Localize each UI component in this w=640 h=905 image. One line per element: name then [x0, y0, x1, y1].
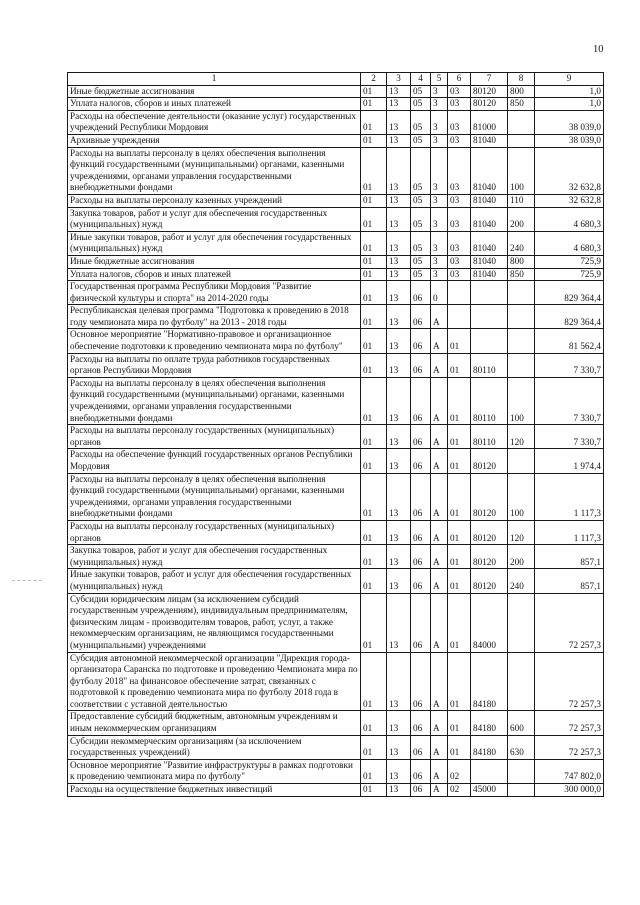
table-row — [68, 268, 604, 281]
code-event: 03 — [448, 207, 471, 231]
code-program: 05 — [411, 194, 431, 207]
code-expense-type: 200 — [508, 545, 535, 569]
code-program: 05 — [411, 231, 431, 255]
code-subsection: 13 — [387, 569, 411, 593]
table-row — [68, 759, 604, 783]
code-program: 06 — [411, 281, 431, 305]
amount-value: 4 680,3 — [535, 231, 604, 255]
code-event: 01 — [448, 353, 471, 377]
code-section: 01 — [361, 569, 387, 593]
amount-value: 725,9 — [535, 255, 604, 268]
code-subsection: 13 — [387, 268, 411, 281]
code-event: 03 — [448, 231, 471, 255]
code-section: 01 — [361, 194, 387, 207]
code-section: 01 — [361, 147, 387, 194]
code-expense-type — [508, 281, 535, 305]
code-direction: 80120 — [471, 449, 508, 473]
code-subprogram: А — [431, 711, 448, 735]
code-direction: 80120 — [471, 98, 508, 111]
table-row — [68, 147, 604, 194]
code-subsection: 13 — [387, 593, 411, 652]
code-section: 01 — [361, 449, 387, 473]
table-row — [68, 711, 604, 735]
code-event: 03 — [448, 255, 471, 268]
code-program: 06 — [411, 449, 431, 473]
code-subprogram: 3 — [431, 98, 448, 111]
table-row — [68, 449, 604, 473]
column-header: 8 — [508, 73, 535, 86]
code-subsection: 13 — [387, 377, 411, 424]
code-direction: 80110 — [471, 377, 508, 424]
code-section: 01 — [361, 545, 387, 569]
code-direction — [471, 759, 508, 783]
line-item-name: Расходы на выплаты персоналу государственных (муниципальных) органов — [68, 520, 361, 544]
code-program: 06 — [411, 305, 431, 329]
amount-value: 857,1 — [535, 569, 604, 593]
table-row — [68, 231, 604, 255]
code-section: 01 — [361, 735, 387, 759]
line-item-name: Закупка товаров, работ и услуг для обеспечения государственных (муниципальных) нужд — [68, 207, 361, 231]
table-row — [68, 281, 604, 305]
code-subsection: 13 — [387, 255, 411, 268]
code-event: 01 — [448, 735, 471, 759]
table-row — [68, 207, 604, 231]
amount-value: 32 632,8 — [535, 147, 604, 194]
code-program: 05 — [411, 98, 431, 111]
code-subprogram: А — [431, 652, 448, 711]
code-direction: 81040 — [471, 268, 508, 281]
code-program: 06 — [411, 711, 431, 735]
code-direction: 84000 — [471, 593, 508, 652]
line-item-name: Расходы на обеспечение функций государственных органов Республики Мордовия — [68, 449, 361, 473]
column-header: 5 — [431, 73, 448, 86]
code-section: 01 — [361, 305, 387, 329]
amount-value: 1 117,3 — [535, 473, 604, 520]
code-program: 06 — [411, 545, 431, 569]
line-item-name: Расходы на выплаты персоналу в целях обеспечения выполнения функций государственными (муниципальными) органами, казенными учреждениями, органами управления государственными внебюджетными фондами — [68, 473, 361, 520]
code-subsection: 13 — [387, 281, 411, 305]
code-subsection: 13 — [387, 735, 411, 759]
code-expense-type — [508, 652, 535, 711]
code-expense-type: 850 — [508, 98, 535, 111]
table-row — [68, 329, 604, 353]
code-event: 02 — [448, 759, 471, 783]
code-program: 06 — [411, 329, 431, 353]
table-row — [68, 353, 604, 377]
code-program: 05 — [411, 255, 431, 268]
code-subprogram: 3 — [431, 147, 448, 194]
code-section: 01 — [361, 425, 387, 449]
code-subprogram: А — [431, 735, 448, 759]
line-item-name: Субсидии некоммерческим организациям (за исключением государственных учреждений) — [68, 735, 361, 759]
line-item-name: Расходы на выплаты по оплате труда работников государственных органов Республики Мордовия — [68, 353, 361, 377]
code-subsection: 13 — [387, 194, 411, 207]
code-expense-type — [508, 305, 535, 329]
code-subprogram: А — [431, 473, 448, 520]
code-expense-type — [508, 329, 535, 353]
line-item-name: Основное мероприятие "Нормативно-правовое и организационное обеспечение подготовки к проведению чемпионата мира по футболу" — [68, 329, 361, 353]
code-event: 03 — [448, 268, 471, 281]
amount-value: 829 364,4 — [535, 305, 604, 329]
table-row — [68, 784, 604, 797]
line-item-name: Предоставление субсидий бюджетным, автономным учреждениям и иным некоммерческим организациям — [68, 711, 361, 735]
line-item-name: Иные закупки товаров, работ и услуг для обеспечения государственных (муниципальных) нужд — [68, 231, 361, 255]
code-subprogram: 3 — [431, 231, 448, 255]
column-header: 3 — [387, 73, 411, 86]
amount-value: 300 000,0 — [535, 784, 604, 797]
amount-value: 4 680,3 — [535, 207, 604, 231]
table-row — [68, 593, 604, 652]
code-program: 06 — [411, 425, 431, 449]
code-subprogram: А — [431, 353, 448, 377]
code-section: 01 — [361, 784, 387, 797]
code-event: 01 — [448, 449, 471, 473]
amount-value: 7 330,7 — [535, 377, 604, 424]
code-program: 06 — [411, 652, 431, 711]
code-subprogram: А — [431, 329, 448, 353]
code-subsection: 13 — [387, 207, 411, 231]
code-direction — [471, 329, 508, 353]
amount-value: 38 039,0 — [535, 110, 604, 134]
code-subprogram: А — [431, 520, 448, 544]
table-row — [68, 134, 604, 147]
code-subprogram: 3 — [431, 134, 448, 147]
code-subsection: 13 — [387, 545, 411, 569]
code-expense-type — [508, 353, 535, 377]
code-event: 01 — [448, 377, 471, 424]
code-direction: 81040 — [471, 147, 508, 194]
code-subsection: 13 — [387, 231, 411, 255]
code-subprogram: А — [431, 759, 448, 783]
budget-table — [67, 72, 604, 797]
line-item-name: Основное мероприятие "Развитие инфраструктуры в рамках подготовки к проведению чемпионата мира по футболу" — [68, 759, 361, 783]
code-expense-type: 120 — [508, 425, 535, 449]
code-subprogram: 3 — [431, 268, 448, 281]
code-direction: 81040 — [471, 207, 508, 231]
code-direction — [471, 305, 508, 329]
code-subsection: 13 — [387, 134, 411, 147]
code-subsection: 13 — [387, 147, 411, 194]
amount-value: 81 562,4 — [535, 329, 604, 353]
code-subprogram: 0 — [431, 281, 448, 305]
table-row — [68, 305, 604, 329]
code-section: 01 — [361, 85, 387, 98]
code-program: 05 — [411, 134, 431, 147]
line-item-name: Субсидии юридическим лицам (за исключением субсидий государственным учреждениям), индивидуальным предпринимателям, физическим лицам - производителям товаров, работ, услуг, а также некоммерческим организациям, не являющимся государственными (муниципальными) учреждениями — [68, 593, 361, 652]
code-subprogram: А — [431, 377, 448, 424]
code-event: 01 — [448, 569, 471, 593]
code-subprogram: А — [431, 449, 448, 473]
line-item-name: Архивные учреждения — [68, 134, 361, 147]
code-subsection: 13 — [387, 110, 411, 134]
code-section: 01 — [361, 268, 387, 281]
table-row — [68, 520, 604, 544]
code-subsection: 13 — [387, 711, 411, 735]
code-section: 01 — [361, 520, 387, 544]
code-program: 05 — [411, 207, 431, 231]
code-expense-type — [508, 759, 535, 783]
code-program: 06 — [411, 735, 431, 759]
code-expense-type: 800 — [508, 85, 535, 98]
table-row — [68, 569, 604, 593]
line-item-name: Иные бюджетные ассигнования — [68, 85, 361, 98]
code-program: 05 — [411, 268, 431, 281]
code-subsection: 13 — [387, 305, 411, 329]
code-expense-type: 100 — [508, 473, 535, 520]
code-direction: 81040 — [471, 134, 508, 147]
code-direction: 84180 — [471, 735, 508, 759]
line-item-name: Уплата налогов, сборов и иных платежей — [68, 98, 361, 111]
column-header: 9 — [535, 73, 604, 86]
amount-value: 7 330,7 — [535, 425, 604, 449]
code-direction: 81000 — [471, 110, 508, 134]
code-subprogram: А — [431, 784, 448, 797]
code-subsection: 13 — [387, 85, 411, 98]
code-program: 06 — [411, 759, 431, 783]
code-subprogram: А — [431, 305, 448, 329]
code-event: 01 — [448, 520, 471, 544]
code-expense-type: 240 — [508, 569, 535, 593]
amount-value: 1,0 — [535, 98, 604, 111]
code-direction: 81040 — [471, 194, 508, 207]
scan-margin-mark — [12, 580, 42, 581]
line-item-name: Расходы на осуществление бюджетных инвестиций — [68, 784, 361, 797]
code-expense-type: 630 — [508, 735, 535, 759]
code-section: 01 — [361, 231, 387, 255]
code-subprogram: 3 — [431, 255, 448, 268]
line-item-name: Республиканская целевая программа "Подготовка к проведению в 2018 году чемпионата мира по футболу" на 2013 - 2018 годы — [68, 305, 361, 329]
code-direction: 81040 — [471, 231, 508, 255]
code-expense-type — [508, 593, 535, 652]
code-expense-type: 110 — [508, 194, 535, 207]
amount-value: 829 364,4 — [535, 281, 604, 305]
line-item-name: Уплата налогов, сборов и иных платежей — [68, 268, 361, 281]
amount-value: 1 117,3 — [535, 520, 604, 544]
code-event: 03 — [448, 134, 471, 147]
code-section: 01 — [361, 593, 387, 652]
amount-value: 7 330,7 — [535, 353, 604, 377]
code-direction: 80120 — [471, 473, 508, 520]
code-section: 01 — [361, 281, 387, 305]
code-section: 01 — [361, 377, 387, 424]
code-event: 01 — [448, 473, 471, 520]
code-expense-type — [508, 110, 535, 134]
code-program: 06 — [411, 377, 431, 424]
code-direction: 80110 — [471, 353, 508, 377]
code-program: 05 — [411, 110, 431, 134]
line-item-name: Государственная программа Республики Мордовия "Развитие физической культуры и спорта" на 2014-2020 годы — [68, 281, 361, 305]
table-row — [68, 545, 604, 569]
code-program: 05 — [411, 85, 431, 98]
code-event: 01 — [448, 711, 471, 735]
code-program: 06 — [411, 569, 431, 593]
code-subprogram: 3 — [431, 207, 448, 231]
line-item-name: Расходы на выплаты персоналу в целях обеспечения выполнения функций государственными (муниципальными) органами, казенными учреждениями, органами управления государственными внебюджетными фондами — [68, 377, 361, 424]
code-event: 01 — [448, 329, 471, 353]
table-row — [68, 652, 604, 711]
column-header: 6 — [448, 73, 471, 86]
code-program: 06 — [411, 473, 431, 520]
table-row — [68, 85, 604, 98]
code-subsection: 13 — [387, 759, 411, 783]
code-event: 03 — [448, 98, 471, 111]
line-item-name: Иные закупки товаров, работ и услуг для обеспечения государственных (муниципальных) нужд — [68, 569, 361, 593]
code-direction: 80120 — [471, 569, 508, 593]
header-row — [68, 73, 604, 86]
code-direction: 80120 — [471, 85, 508, 98]
code-subsection: 13 — [387, 425, 411, 449]
code-expense-type: 850 — [508, 268, 535, 281]
line-item-name: Расходы на обеспечение деятельности (оказание услуг) государственных учреждений Республики Мордовия — [68, 110, 361, 134]
column-header: 4 — [411, 73, 431, 86]
code-subprogram: А — [431, 593, 448, 652]
amount-value: 1 974,4 — [535, 449, 604, 473]
code-direction: 84180 — [471, 652, 508, 711]
column-header: 1 — [68, 73, 361, 86]
table-row — [68, 473, 604, 520]
code-subprogram: А — [431, 545, 448, 569]
code-subsection: 13 — [387, 473, 411, 520]
code-event: 03 — [448, 85, 471, 98]
code-subsection: 13 — [387, 98, 411, 111]
code-event — [448, 305, 471, 329]
code-section: 01 — [361, 134, 387, 147]
code-section: 01 — [361, 759, 387, 783]
table-row — [68, 255, 604, 268]
code-direction — [471, 281, 508, 305]
code-expense-type — [508, 449, 535, 473]
code-expense-type: 200 — [508, 207, 535, 231]
amount-value: 32 632,8 — [535, 194, 604, 207]
column-header: 2 — [361, 73, 387, 86]
code-program: 06 — [411, 784, 431, 797]
code-section: 01 — [361, 329, 387, 353]
amount-value: 747 802,0 — [535, 759, 604, 783]
code-direction: 80120 — [471, 520, 508, 544]
table-row — [68, 735, 604, 759]
code-subprogram: 3 — [431, 110, 448, 134]
code-section: 01 — [361, 255, 387, 268]
line-item-name: Субсидия автономной некоммерческой организации "Дирекция города-организатора Саранска по подготовке и проведению Чемпионата мира по футболу 2018" на финансовое обеспечение затрат, связанных с подготовкой к проведению чемпионата мира по футболу 2018 года в соответствии с уставной деятельностью — [68, 652, 361, 711]
line-item-name: Расходы на выплаты персоналу в целях обеспечения выполнения функций государственными (муниципальными) органами, казенными учреждениями, органами управления государственными внебюджетными фондами — [68, 147, 361, 194]
code-direction: 81040 — [471, 255, 508, 268]
code-direction: 80120 — [471, 545, 508, 569]
code-subprogram: 3 — [431, 194, 448, 207]
code-subsection: 13 — [387, 520, 411, 544]
code-event: 01 — [448, 593, 471, 652]
code-program: 06 — [411, 353, 431, 377]
code-section: 01 — [361, 353, 387, 377]
amount-value: 72 257,3 — [535, 593, 604, 652]
amount-value: 72 257,3 — [535, 735, 604, 759]
code-event: 03 — [448, 147, 471, 194]
code-expense-type: 800 — [508, 255, 535, 268]
code-expense-type: 120 — [508, 520, 535, 544]
table-row — [68, 98, 604, 111]
code-expense-type — [508, 784, 535, 797]
code-expense-type — [508, 134, 535, 147]
code-event: 01 — [448, 425, 471, 449]
code-program: 06 — [411, 593, 431, 652]
code-expense-type: 100 — [508, 377, 535, 424]
table-row — [68, 377, 604, 424]
code-event: 01 — [448, 652, 471, 711]
code-subprogram: 3 — [431, 85, 448, 98]
code-section: 01 — [361, 207, 387, 231]
code-direction: 45000 — [471, 784, 508, 797]
code-subsection: 13 — [387, 652, 411, 711]
line-item-name: Закупка товаров, работ и услуг для обеспечения государственных (муниципальных) нужд — [68, 545, 361, 569]
amount-value: 857,1 — [535, 545, 604, 569]
code-event — [448, 281, 471, 305]
line-item-name: Иные бюджетные ассигнования — [68, 255, 361, 268]
code-event: 02 — [448, 784, 471, 797]
code-program: 06 — [411, 520, 431, 544]
code-section: 01 — [361, 98, 387, 111]
amount-value: 72 257,3 — [535, 711, 604, 735]
amount-value: 1,0 — [535, 85, 604, 98]
code-section: 01 — [361, 711, 387, 735]
table-row — [68, 194, 604, 207]
code-subprogram: А — [431, 425, 448, 449]
code-subsection: 13 — [387, 784, 411, 797]
table-row — [68, 425, 604, 449]
code-expense-type: 600 — [508, 711, 535, 735]
line-item-name: Расходы на выплаты персоналу государственных (муниципальных) органов — [68, 425, 361, 449]
code-section: 01 — [361, 110, 387, 134]
code-event: 03 — [448, 194, 471, 207]
amount-value: 725,9 — [535, 268, 604, 281]
code-event: 03 — [448, 110, 471, 134]
code-subsection: 13 — [387, 449, 411, 473]
code-program: 05 — [411, 147, 431, 194]
column-header: 7 — [471, 73, 508, 86]
code-expense-type: 100 — [508, 147, 535, 194]
code-direction: 80110 — [471, 425, 508, 449]
page-number: 10 — [593, 44, 604, 55]
code-expense-type: 240 — [508, 231, 535, 255]
code-direction: 84180 — [471, 711, 508, 735]
code-subsection: 13 — [387, 353, 411, 377]
code-section: 01 — [361, 652, 387, 711]
table-row — [68, 110, 604, 134]
code-section: 01 — [361, 473, 387, 520]
code-subprogram: А — [431, 569, 448, 593]
code-subsection: 13 — [387, 329, 411, 353]
line-item-name: Расходы на выплаты персоналу казенных учреждений — [68, 194, 361, 207]
amount-value: 72 257,3 — [535, 652, 604, 711]
amount-value: 38 039,0 — [535, 134, 604, 147]
code-event: 01 — [448, 545, 471, 569]
